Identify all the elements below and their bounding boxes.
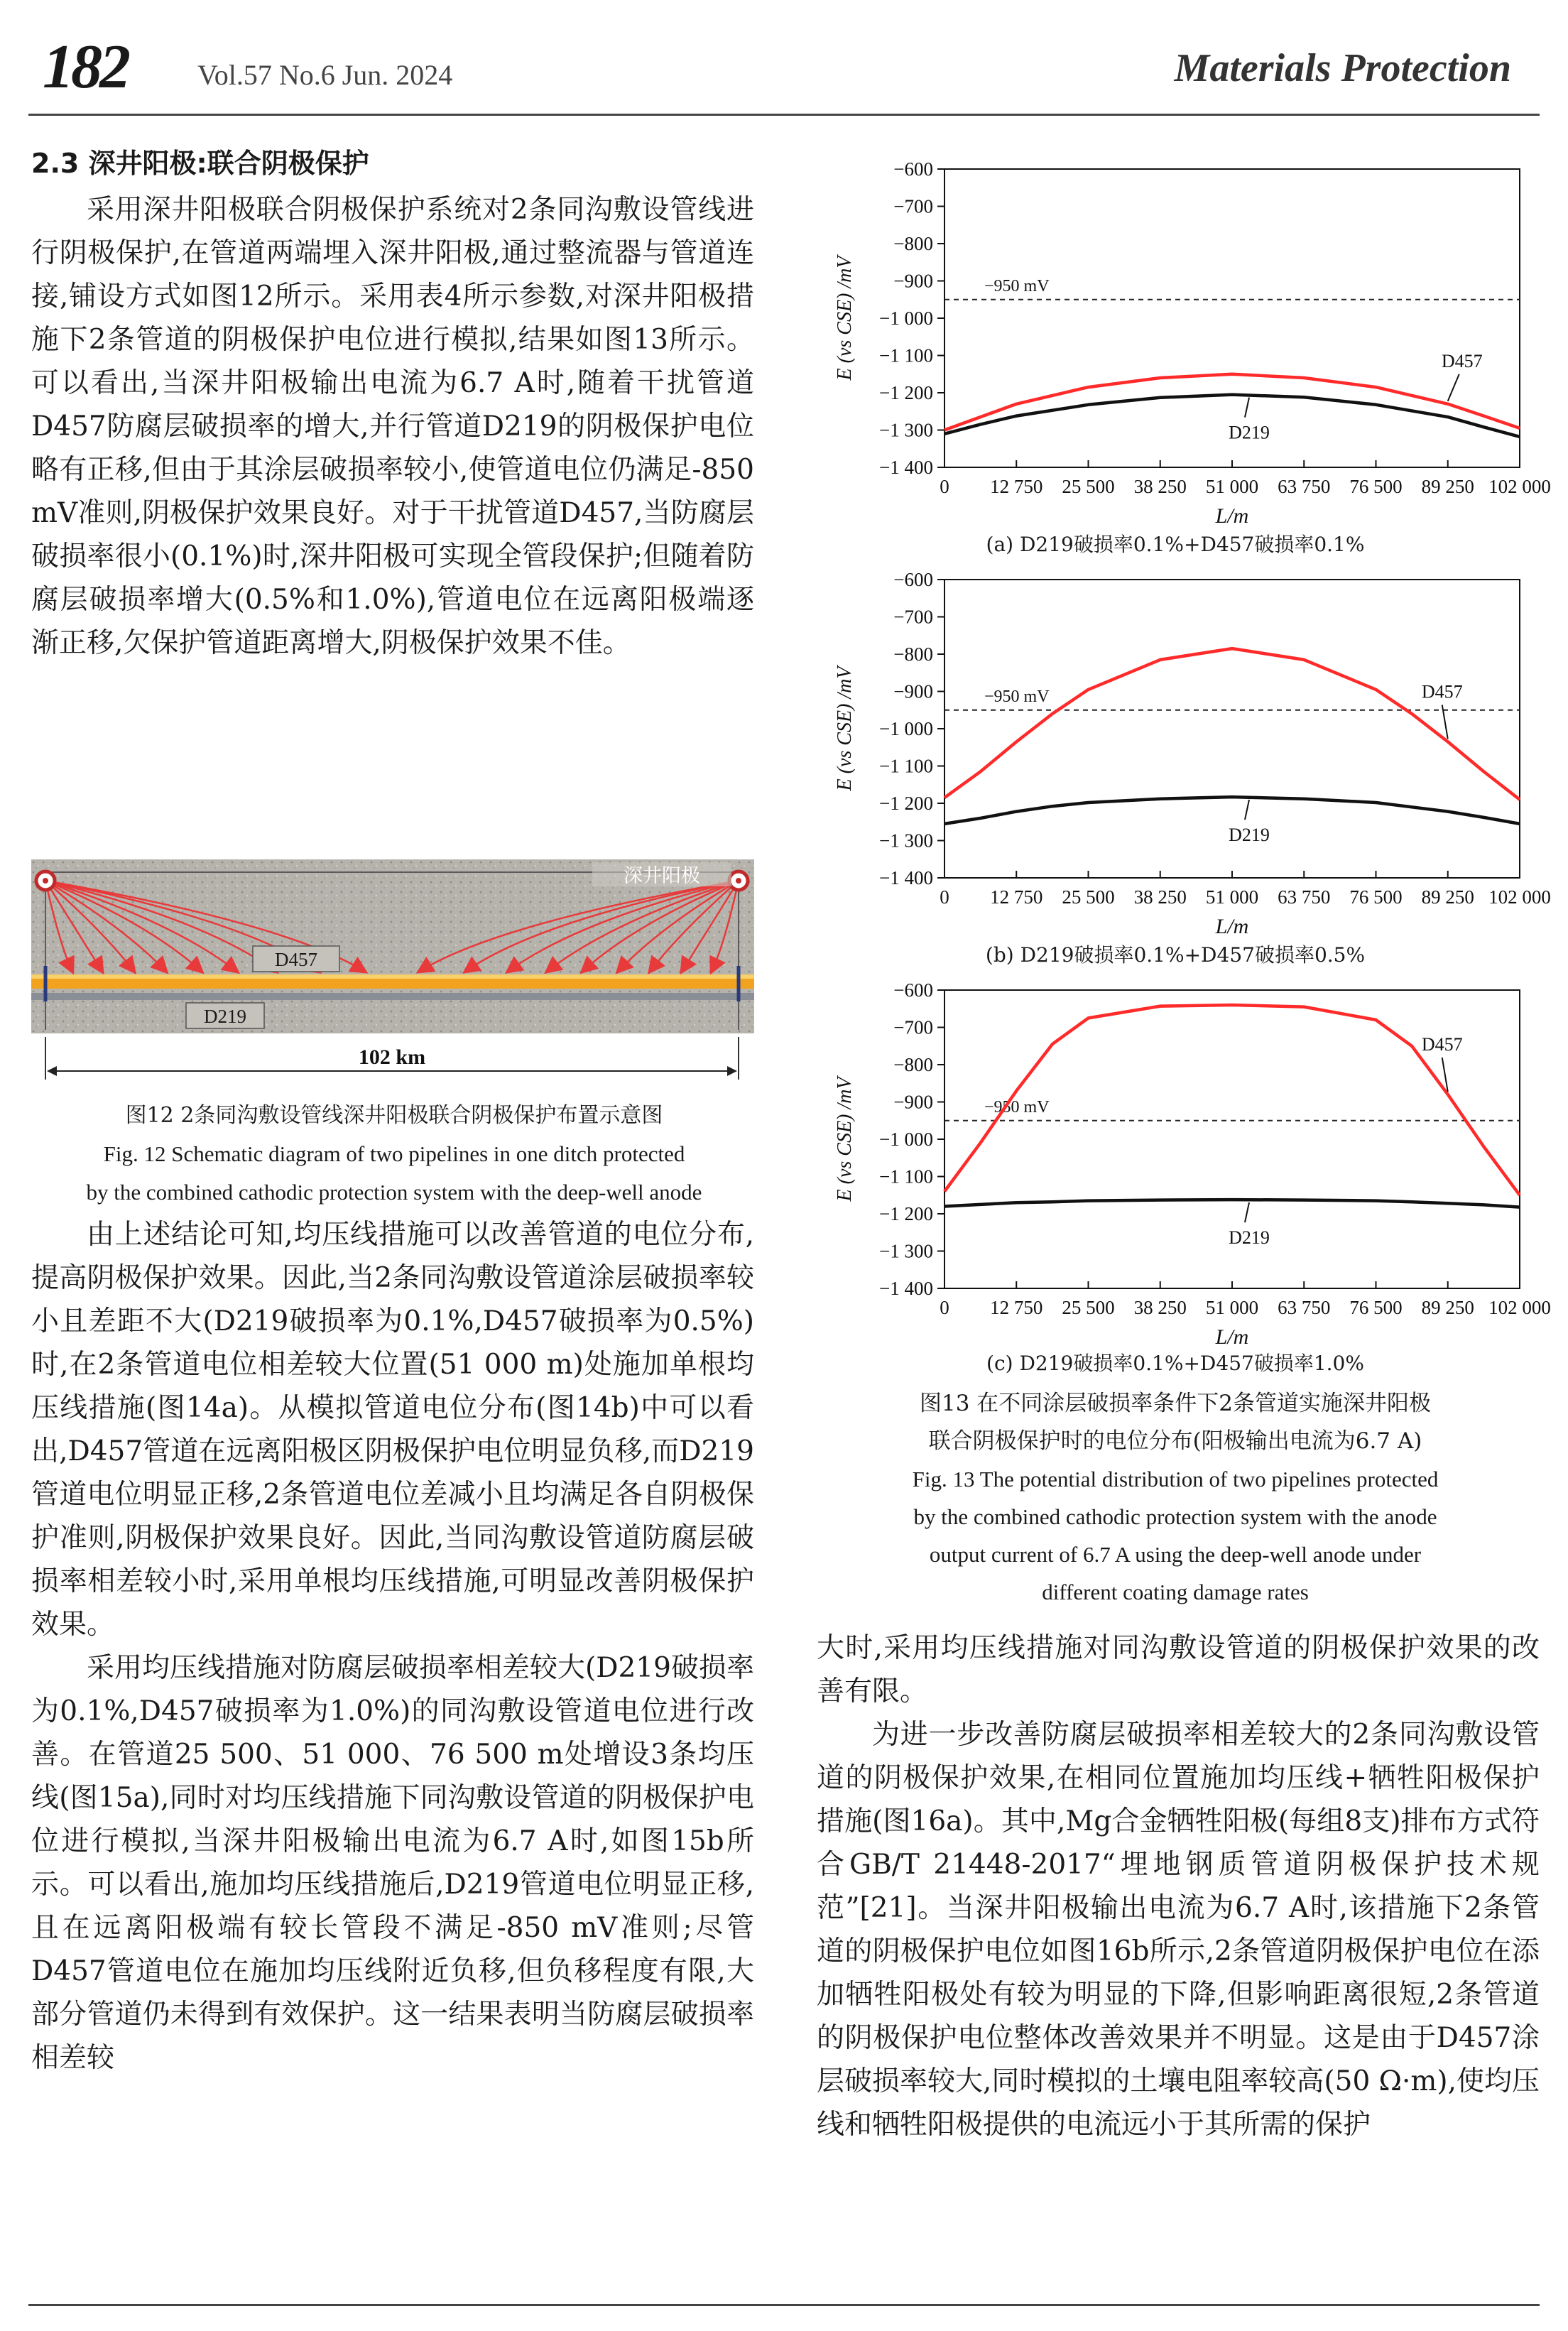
y-tick-label: −1 300: [879, 419, 933, 441]
figure-13-caption: [810, 1385, 1541, 1611]
y-axis-label: E (vs CSE) /mV: [834, 666, 856, 791]
x-tick-label: 63 750: [1278, 886, 1331, 908]
paragraph: 大时,采用均压线措施对同沟敷设管道的阴极保护效果的改善有限。: [817, 1632, 1540, 1707]
caption-en: Fig. 13 The potential distribution of two pipelines protected: [912, 1467, 1439, 1491]
y-tick-label: −1 300: [879, 1240, 933, 1262]
y-tick-label: −1 000: [879, 1129, 933, 1150]
x-tick-label: 102 000: [1488, 886, 1551, 908]
x-tick-label: 25 500: [1062, 1297, 1115, 1318]
x-tick-label: 63 750: [1278, 1297, 1331, 1318]
y-tick-label: −1 100: [879, 755, 933, 777]
series-label-d457: D457: [1441, 350, 1483, 371]
paragraph: 采用均压线措施对防腐层破损率相差较大(D219破损率为0.1%,D457破损率为1.0%)的同沟敷设管道电位进行改善。在管道25 500、51 000、76 500 m处增设3条均压线(图15a),同时对均压线措施下同沟敷设管道的阴极保护电位进行模拟,当深井阳极输出电流为6.7 A时,如图15b所示。可以看出,施加均压线措施后,D219管道电位明显正移,且在远离阳极端有较长管段不满足-850 mV准则;尽管D457管道电位在施加均压线附近负移,但负移程度有限,大部分管道仍未得到有效保护。这一结果表明当防腐层破损率相差较: [31, 1652, 754, 2074]
annotation-leader: [1245, 398, 1249, 418]
series-line-d219: [944, 797, 1520, 824]
chart-13a: [810, 151, 1551, 577]
series-label-d457: D457: [1421, 1034, 1463, 1055]
caption-cn: 图13 在不同涂层破损率条件下2条管道实施深井阳极: [919, 1391, 1432, 1416]
x-axis-label: L/m: [1215, 1325, 1249, 1349]
x-tick-label: 51 000: [1205, 1297, 1259, 1318]
volume-info: Vol.57 No.6 Jun. 2024: [197, 59, 453, 91]
y-tick-label: −1 400: [879, 1278, 933, 1299]
y-tick-label: −1 000: [879, 718, 933, 739]
y-tick-label: −900: [893, 1091, 933, 1113]
caption-en: Fig. 12 Schematic diagram of two pipelines in one ditch protected: [103, 1141, 685, 1166]
figure-12-caption: [14, 1097, 774, 1212]
series-label-d219: D219: [1229, 825, 1270, 846]
chart-13b: [810, 561, 1551, 987]
y-tick-label: −900: [893, 270, 933, 292]
x-tick-label: 0: [940, 476, 949, 497]
y-tick-label: −1 000: [879, 308, 933, 329]
caption-cn: 图12 2条同沟敷设管线深井阳极联合阴极保护布置示意图: [125, 1103, 663, 1128]
x-tick-label: 102 000: [1488, 476, 1551, 497]
x-tick-label: 76 500: [1349, 476, 1403, 497]
chart-13a-subtitle: (a) D219破损率0.1%+D457破损率0.1%: [986, 533, 1365, 556]
paragraph: 为进一步改善防腐层破损率相差较大的2条同沟敷设管道的阴极保护效果,在相同位置施加均压线+牺牲阳极保护措施(图16a)。其中,Mg合金牺牲阳极(每组8支)排布方式符合GB/T 21448-2017“埋地钢质管道阴极保护技术规范”[21]。当深井阳极输出电流为6.7 A时,该措施下2条管道的阴极保护电位如图16b所示,2条管道阴极保护电位在添加牺牲阳极处有较为明显的下降,但影响距离很短,2条管道的阴极保护电位整体改善效果并不明显。这是由于D457涂层破损率较大,同时模拟的土壤电阻率较高(50 Ω·m),使均压线和牺牲阳极提供的电流远小于其所需的保护: [817, 1719, 1540, 2141]
y-tick-label: −800: [893, 1054, 933, 1075]
x-tick-label: 51 000: [1205, 476, 1259, 497]
y-tick-label: −1 100: [879, 344, 933, 366]
series-line-d219: [944, 1200, 1520, 1207]
y-tick-label: −600: [893, 569, 933, 590]
x-tick-label: 38 250: [1133, 886, 1187, 908]
x-tick-label: 38 250: [1133, 1297, 1187, 1318]
anode-label: 深井阳极: [624, 865, 700, 887]
series-label-d457: D457: [1421, 681, 1463, 702]
x-axis-label: L/m: [1215, 504, 1249, 528]
x-tick-label: 89 250: [1421, 476, 1474, 497]
caption-en: output current of 6.7 A using the deep-well anode under: [929, 1542, 1422, 1567]
reference-label: −950 mV: [984, 1097, 1050, 1116]
y-tick-label: −700: [893, 195, 933, 217]
pipe-d219: [31, 993, 754, 1000]
caption-en: by the combined cathodic protection system with the anode: [913, 1504, 1437, 1529]
x-tick-label: 38 250: [1133, 476, 1187, 497]
y-tick-label: −700: [893, 606, 933, 628]
y-tick-label: −1 400: [879, 867, 933, 889]
chart-13b-subtitle: (b) D219破损率0.1%+D457破损率0.5%: [985, 943, 1366, 967]
x-tick-label: 12 750: [990, 886, 1043, 908]
x-tick-label: 25 500: [1062, 476, 1115, 497]
x-tick-label: 25 500: [1062, 886, 1115, 908]
x-tick-label: 12 750: [990, 1297, 1043, 1318]
y-axis-label: E (vs CSE) /mV: [834, 1077, 856, 1202]
left-column-top: [31, 142, 754, 665]
y-tick-label: −800: [893, 643, 933, 665]
right-column: [817, 1626, 1540, 2146]
page-number: 182: [43, 33, 128, 102]
reference-label: −950 mV: [984, 276, 1050, 295]
x-tick-label: 51 000: [1205, 886, 1259, 908]
y-tick-label: −600: [893, 979, 933, 1001]
journal-name: Materials Protection: [1174, 46, 1511, 90]
y-tick-label: −900: [893, 680, 933, 702]
y-tick-label: −1 400: [879, 457, 933, 478]
header-rule: [28, 114, 1540, 116]
y-tick-label: −700: [893, 1016, 933, 1038]
y-tick-label: −1 300: [879, 830, 933, 852]
caption-en: different coating damage rates: [1042, 1580, 1309, 1604]
caption-en: by the combined cathodic protection system with the deep-well anode: [86, 1180, 702, 1205]
x-tick-label: 89 250: [1421, 1297, 1474, 1318]
pipe-label-d457: D457: [275, 949, 317, 970]
annotation-leader: [1448, 374, 1459, 401]
annotation-leader: [1245, 800, 1249, 820]
x-tick-label: 102 000: [1488, 1297, 1551, 1318]
x-tick-label: 76 500: [1349, 1297, 1403, 1318]
chart-13c-subtitle: (c) D219破损率0.1%+D457破损率1.0%: [986, 1352, 1364, 1375]
series-label-d219: D219: [1229, 1227, 1270, 1249]
figure-12-diagram: [31, 859, 754, 1087]
footer-rule: [28, 2304, 1540, 2306]
y-tick-label: −1 200: [879, 1203, 933, 1224]
x-tick-label: 76 500: [1349, 886, 1403, 908]
x-axis-label: L/m: [1215, 915, 1249, 938]
annotation-leader: [1245, 1202, 1249, 1222]
paragraph: 由上述结论可知,均压线措施可以改善管道的电位分布,提高阴极保护效果。因此,当2条同沟敷设管道涂层破损率较小且差距不大(D219破损率为0.1%,D457破损率为0.5%)时,在2条管道电位相差较大位置(51 000 m)处施加单根均压线措施(图14a)。从模拟管道电位分布(图14b)中可以看出,D457管道在远离阳极区阴极保护电位明显负移,而D219管道电位明显正移,2条管道电位差减小且均满足各自阴极保护准则,阴极保护效果良好。因此,当同沟敷设管道防腐层破损率相差较小时,采用单根均压线措施,可明显改善阴极保护效果。: [31, 1219, 754, 1641]
y-axis-label: E (vs CSE) /mV: [834, 256, 856, 381]
x-tick-label: 63 750: [1278, 476, 1331, 497]
chart-13c: [810, 972, 1551, 1398]
y-tick-label: −1 200: [879, 793, 933, 814]
left-column-bottom: [31, 1213, 754, 2080]
distance-label: 102 km: [358, 1045, 426, 1069]
y-tick-label: −800: [893, 233, 933, 254]
figure-12: [31, 859, 754, 1087]
section-title: 2.3 深井阳极:联合阴极保护: [31, 148, 369, 179]
x-tick-label: 89 250: [1421, 886, 1474, 908]
anode-right-icon: [729, 871, 748, 890]
y-tick-label: −600: [893, 158, 933, 180]
caption-cn: 联合阴极保护时的电位分布(阳极输出电流为6.7 A): [928, 1428, 1422, 1454]
x-tick-label: 12 750: [990, 476, 1043, 497]
paragraph: 采用深井阳极联合阴极保护系统对2条同沟敷设管线进行阴极保护,在管道两端埋入深井阳极,通过整流器与管道连接,铺设方式如图12所示。采用表4所示参数,对深井阳极措施下2条管道的阴极保护电位进行模拟,结果如图13所示。可以看出,当深井阳极输出电流为6.7 A时,随着干扰管道D457防腐层破损率的增大,并行管道D219的阴极保护电位略有正移,但由于其涂层破损率较小,使管道电位仍满足-850 mV准则,阴极保护效果良好。对于干扰管道D457,当防腐层破损率很小(0.1%)时,深井阳极可实现全管段保护;但随着防腐层破损率增大(0.5%和1.0%),管道电位在远离阳极端逐渐正移,欠保护管道距离增大,阴极保护效果不佳。: [31, 194, 754, 659]
series-line-d457: [944, 648, 1520, 800]
x-tick-label: 0: [940, 1297, 949, 1318]
anode-left-icon: [36, 871, 55, 890]
y-tick-label: −1 100: [879, 1166, 933, 1188]
x-tick-label: 0: [940, 886, 949, 908]
y-tick-label: −1 200: [879, 382, 933, 403]
pipe-label-d219: D219: [204, 1006, 246, 1027]
series-label-d219: D219: [1229, 422, 1270, 443]
reference-label: −950 mV: [984, 687, 1050, 706]
